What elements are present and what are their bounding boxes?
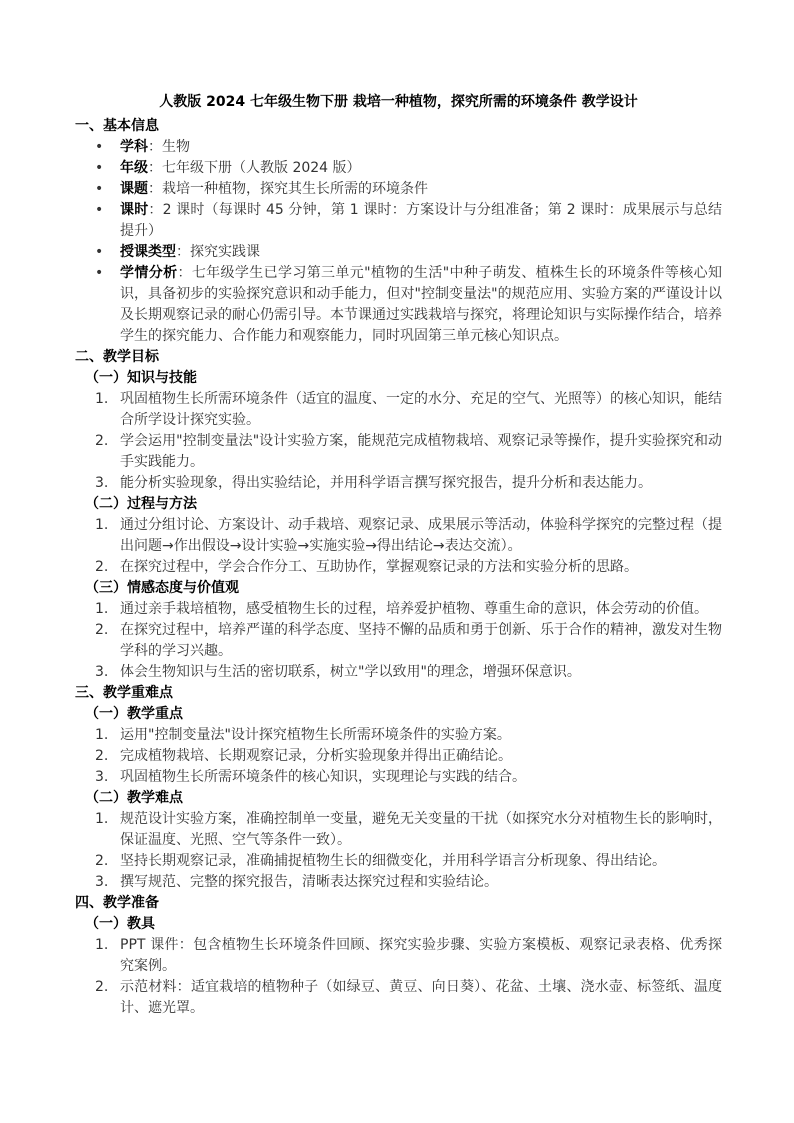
bullet-item-lesson-type [95,242,722,263]
item-number: 1. [95,601,109,617]
numbered-item [95,599,722,620]
section-heading-basic-info: 一、基本信息 [75,118,159,134]
numbered-item [95,515,722,557]
bullet-label: 授课类型 [120,244,176,260]
bullet-item-topic [95,179,722,200]
bullet-icon: • [95,160,104,176]
numbered-item-text: 学会运用"控制变量法"设计实验方案，能规范完成植物栽培、观察记录等操作，提升实验探究和动手实践能力。 [120,433,722,470]
bullet-item-learner-analysis [95,263,722,347]
numbered-item-text: 示范材料：适宜栽培的植物种子（如绿豆、黄豆、向日葵）、花盆、土壤、浇水壶、标签纸、温度计、遮光罩。 [120,979,722,1016]
item-number: 2. [95,622,109,638]
item-number: 1. [95,727,109,743]
numbered-item-text: 在探究过程中，学会合作分工、互助协作，掌握观察记录的方法和实验分析的思路。 [120,559,638,575]
item-number: 1. [95,811,109,827]
numbered-item [95,809,722,851]
numbered-item-text: 运用"控制变量法"设计探究植物生长所需环境条件的实验方案。 [120,727,511,743]
bullet-item-text [120,137,722,158]
section-heading-objectives: 二、教学目标 [75,349,159,365]
item-number: 1. [95,391,109,407]
item-number: 2. [95,559,109,575]
item-number: 3. [95,874,109,890]
bullet-label: 年级 [120,160,148,176]
subheading-teaching-focus: （一）教学重点 [85,706,183,722]
bullet-item-text [120,200,722,242]
bullet-value: ：探究实践课 [176,244,260,260]
bullet-item-text [120,158,722,179]
subheading-teaching-aids: （一）教具 [85,916,155,932]
numbered-item-text: 在探究过程中，培养严谨的科学态度、坚持不懈的品质和勇于创新、乐于合作的精神，激发对生物学科的学习兴趣。 [120,622,722,659]
bullet-icon: • [95,244,104,260]
bullet-value: ：栽培一种植物，探究其生长所需的环境条件 [148,181,428,197]
numbered-item [95,431,722,473]
item-number: 2. [95,853,109,869]
numbered-item-text: 通过分组讨论、方案设计、动手栽培、观察记录、成果展示等活动，体验科学探究的完整过程（提出问题→作出假设→设计实验→实施实验→得出结论→表达交流）。 [120,517,722,554]
item-number: 1. [95,937,109,953]
subheading-attitudes-values: （三）情感态度与价值观 [85,580,239,596]
subheading-teaching-difficulties: （二）教学难点 [85,790,183,806]
numbered-item-text: 规范设计实验方案，准确控制单一变量，避免无关变量的干扰（如探究水分对植物生长的影响时，保证温度、光照、空气等条件一致）。 [120,811,722,848]
item-number: 2. [95,433,109,449]
bullet-item-periods [95,200,722,242]
subheading-process-methods: （二）过程与方法 [85,496,197,512]
bullet-icon: • [95,139,104,155]
bullet-label: 学情分析 [120,265,178,281]
numbered-item [95,935,722,977]
numbered-item-text: 体会生物知识与生活的密切联系，树立"学以致用"的理念，增强环保意识。 [120,664,581,680]
numbered-item [95,725,722,746]
bullet-icon: • [95,202,104,218]
bullet-label: 课题 [120,181,148,197]
numbered-item-text: 撰写规范、完整的探究报告，清晰表达探究过程和实验结论。 [120,874,498,890]
numbered-item-text: 完成植物栽培、长期观察记录，分析实验现象并得出正确结论。 [120,748,512,764]
section-heading-key-points: 三、教学重难点 [75,685,173,701]
numbered-item [95,620,722,662]
bullet-item-grade [95,158,722,179]
numbered-item [95,767,722,788]
numbered-item [95,746,722,767]
numbered-item-text: 坚持长期观察记录，准确捕捉植物生长的细微变化，并用科学语言分析现象、得出结论。 [120,853,666,869]
numbered-item [95,557,722,578]
bullet-label: 课时 [120,202,149,218]
item-number: 3. [95,475,109,491]
document-title: 人教版 2024 七年级生物下册 栽培一种植物，探究所需的环境条件 教学设计 [159,94,638,110]
bullet-label: 学科 [120,139,148,155]
bullet-item-text [120,179,722,200]
bullet-value: ：生物 [148,139,190,155]
numbered-item [95,851,722,872]
section-heading-preparation: 四、教学准备 [75,895,159,911]
bullet-icon: • [95,265,104,281]
subheading-knowledge-skills: （一）知识与技能 [85,370,197,386]
bullet-item-text [120,242,722,263]
numbered-item [95,977,722,1019]
bullet-value: ：七年级下册（人教版 2024 版） [148,160,361,176]
numbered-item-text: 通过亲手栽培植物，感受植物生长的过程，培养爱护植物、尊重生命的意识，体会劳动的价值。 [120,601,708,617]
numbered-item-text: 能分析实验现象，得出实验结论，并用科学语言撰写探究报告，提升分析和表达能力。 [120,475,652,491]
numbered-item-text: PPT 课件：包含植物生长环境条件回顾、探究实验步骤、实验方案模板、观察记录表格、优秀探究案例。 [120,937,722,974]
item-number: 2. [95,979,109,995]
numbered-item [95,473,722,494]
bullet-value: ：2 课时（每课时 45 分钟，第 1 课时：方案设计与分组准备；第 2 课时：成果展示与总结提升） [120,202,723,239]
item-number: 3. [95,769,109,785]
item-number: 2. [95,748,109,764]
bullet-value: ：七年级学生已学习第三单元"植物的生活"中种子萌发、植株生长的环境条件等核心知识，具备初步的实验探究意识和动手能力，但对"控制变量法"的规范应用、实验方案的严谨设计以及长期观察记录的耐心仍需引导。本节课通过实践栽培与探究，将理论知识与实际操作结合，培养学生的探究能力、合作能力和观察能力，同时巩固第三单元核心知识点。 [120,265,723,344]
item-number: 1. [95,517,109,533]
bullet-item-text [120,263,722,347]
item-number: 3. [95,664,109,680]
bullet-item-subject [95,137,722,158]
numbered-item-text: 巩固植物生长所需环境条件（适宜的温度、一定的水分、充足的空气、光照等）的核心知识，能结合所学设计探究实验。 [120,391,722,428]
numbered-item-text: 巩固植物生长所需环境条件的核心知识，实现理论与实践的结合。 [120,769,526,785]
bullet-icon: • [95,181,104,197]
numbered-item [95,389,722,431]
numbered-item [95,662,722,683]
numbered-item [95,872,722,893]
